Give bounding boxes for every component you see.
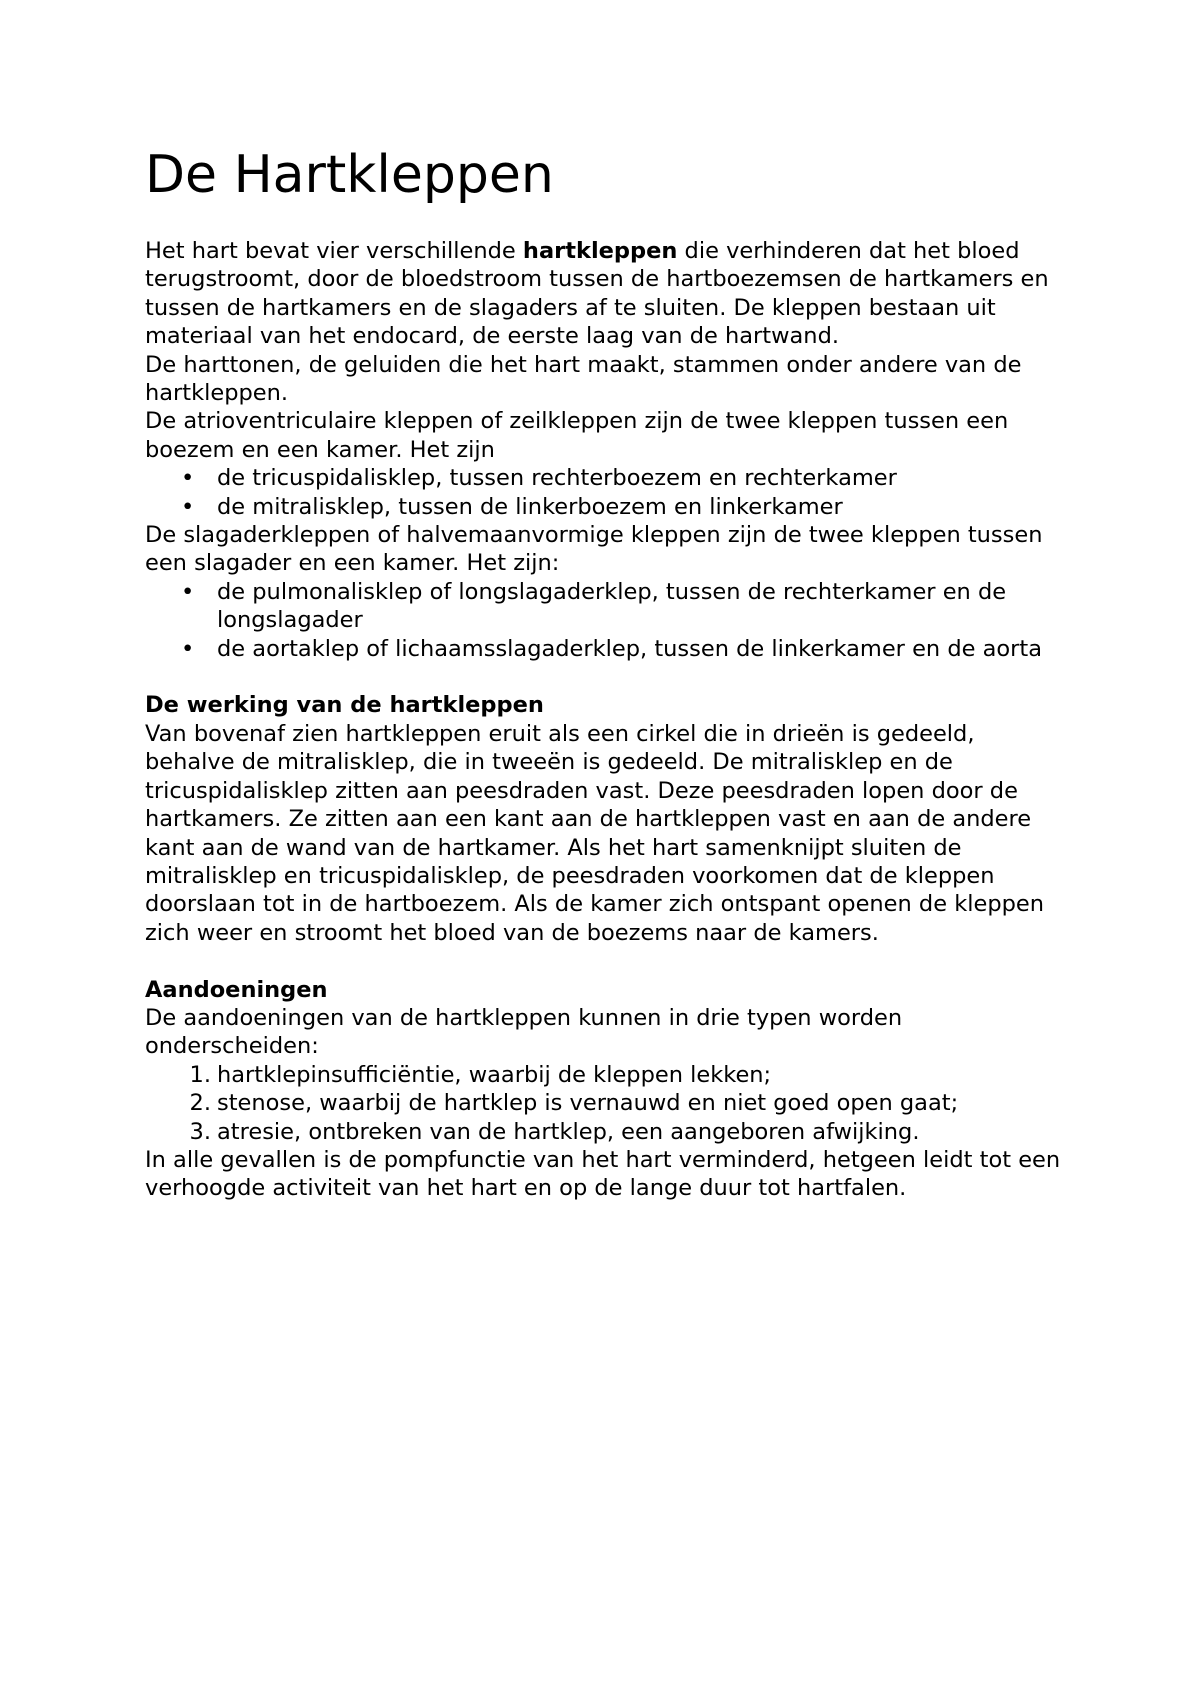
- condition-list: [145, 1061, 1065, 1146]
- valve-list-av: [145, 464, 1065, 521]
- bullet-icon: •: [181, 493, 195, 520]
- bold-term: hartkleppen: [522, 238, 678, 264]
- list-item-text: hartklepinsufficiëntie, waarbij de kleppen lekken;: [217, 1061, 772, 1088]
- document-body: [145, 237, 1065, 1203]
- section-heading-werking: De werking van de hartkleppen: [145, 692, 544, 719]
- list-item-text: stenose, waarbij de hartklep is vernauwd en niet goed open gaat;: [217, 1090, 959, 1117]
- intro-text-start: Het hart bevat vier verschillende: [145, 238, 523, 264]
- list-item: [145, 1061, 1065, 1089]
- intro-paragraph-2: De harttonen, de geluiden die het hart maakt, stammen onder andere van de hartkleppen.: [145, 351, 1022, 407]
- paragraph-spacer: [145, 663, 1065, 691]
- aandoeningen-intro: De aandoeningen van de hartkleppen kunnen in drie typen worden onderscheiden:: [145, 1004, 903, 1060]
- list-number: 2.: [189, 1090, 211, 1117]
- paragraph-spacer: [145, 947, 1065, 975]
- list-item: [145, 578, 1065, 635]
- list-item-text: de aortaklep of lichaamsslagaderklep, tussen de linkerkamer en de aorta: [217, 635, 1043, 662]
- intro-paragraph-4: De slagaderkleppen of halvemaanvormige kleppen zijn de twee kleppen tussen een slagader en een kamer. Het zijn:: [145, 522, 1043, 577]
- list-number: 3.: [189, 1118, 211, 1145]
- page-title: De Hartkleppen: [145, 145, 554, 205]
- list-item-text: de mitralisklep, tussen de linkerboezem en linkerkamer: [217, 493, 843, 520]
- intro-text-rest: die verhinderen dat het bloed terugstroomt, door de bloedstroom tussen de hartboezemsen de hartkamers en tussen de hartkamers en de slagaders af te sluiten. De kleppen bestaan uit materiaal van het endocard, de eerste laag van de hartwand.: [145, 238, 1049, 350]
- bullet-icon: •: [181, 578, 195, 605]
- list-item: [145, 635, 1065, 663]
- list-item: [145, 1118, 1065, 1146]
- list-item-text: de tricuspidalisklep, tussen rechterboezem en rechterkamer: [217, 465, 897, 492]
- aandoeningen-outro: In alle gevallen is de pompfunctie van het hart verminderd, hetgeen leidt tot een verhoogde activiteit van het hart en op de lange duur tot hartfalen.: [145, 1146, 1061, 1202]
- bullet-icon: •: [181, 635, 195, 662]
- list-number: 1.: [189, 1061, 211, 1088]
- bullet-icon: •: [181, 465, 195, 492]
- list-item: [145, 1089, 1065, 1117]
- list-item: [145, 493, 1065, 521]
- intro-paragraph-1: [145, 237, 1065, 351]
- intro-paragraph-3: De atrioventriculaire kleppen of zeilkleppen zijn de twee kleppen tussen een boezem en een kamer. Het zijn: [145, 408, 1009, 463]
- list-item-text: de pulmonalisklep of longslagaderklep, tussen de rechterkamer en de longslagader: [217, 578, 1007, 634]
- section-heading-aandoeningen: Aandoeningen: [145, 976, 328, 1003]
- valve-list-semilunar: [145, 578, 1065, 663]
- werking-paragraph: Van bovenaf zien hartkleppen eruit als een cirkel die in drieën is gedeeld, behalve de mitralisklep, die in tweeën is gedeeld. De mitralisklep en de tricuspidalisklep zitten aan peesdraden vast. Deze peesdraden lopen door de hartkamers. Ze zitten aan een kant aan de hartkleppen vast en aan de andere kant aan de wand van de hartkamer. Als het hart samenknijpt sluiten de mitralisklep en tricuspidalisklep, de peesdraden voorkomen dat de kleppen doorslaan tot in de hartboezem. Als de kamer zich ontspant openen de kleppen zich weer en stroomt het bloed van de boezems naar de kamers.: [145, 720, 1044, 946]
- list-item: [145, 464, 1065, 492]
- list-item-text: atresie, ontbreken van de hartklep, een aangeboren afwijking.: [217, 1118, 920, 1145]
